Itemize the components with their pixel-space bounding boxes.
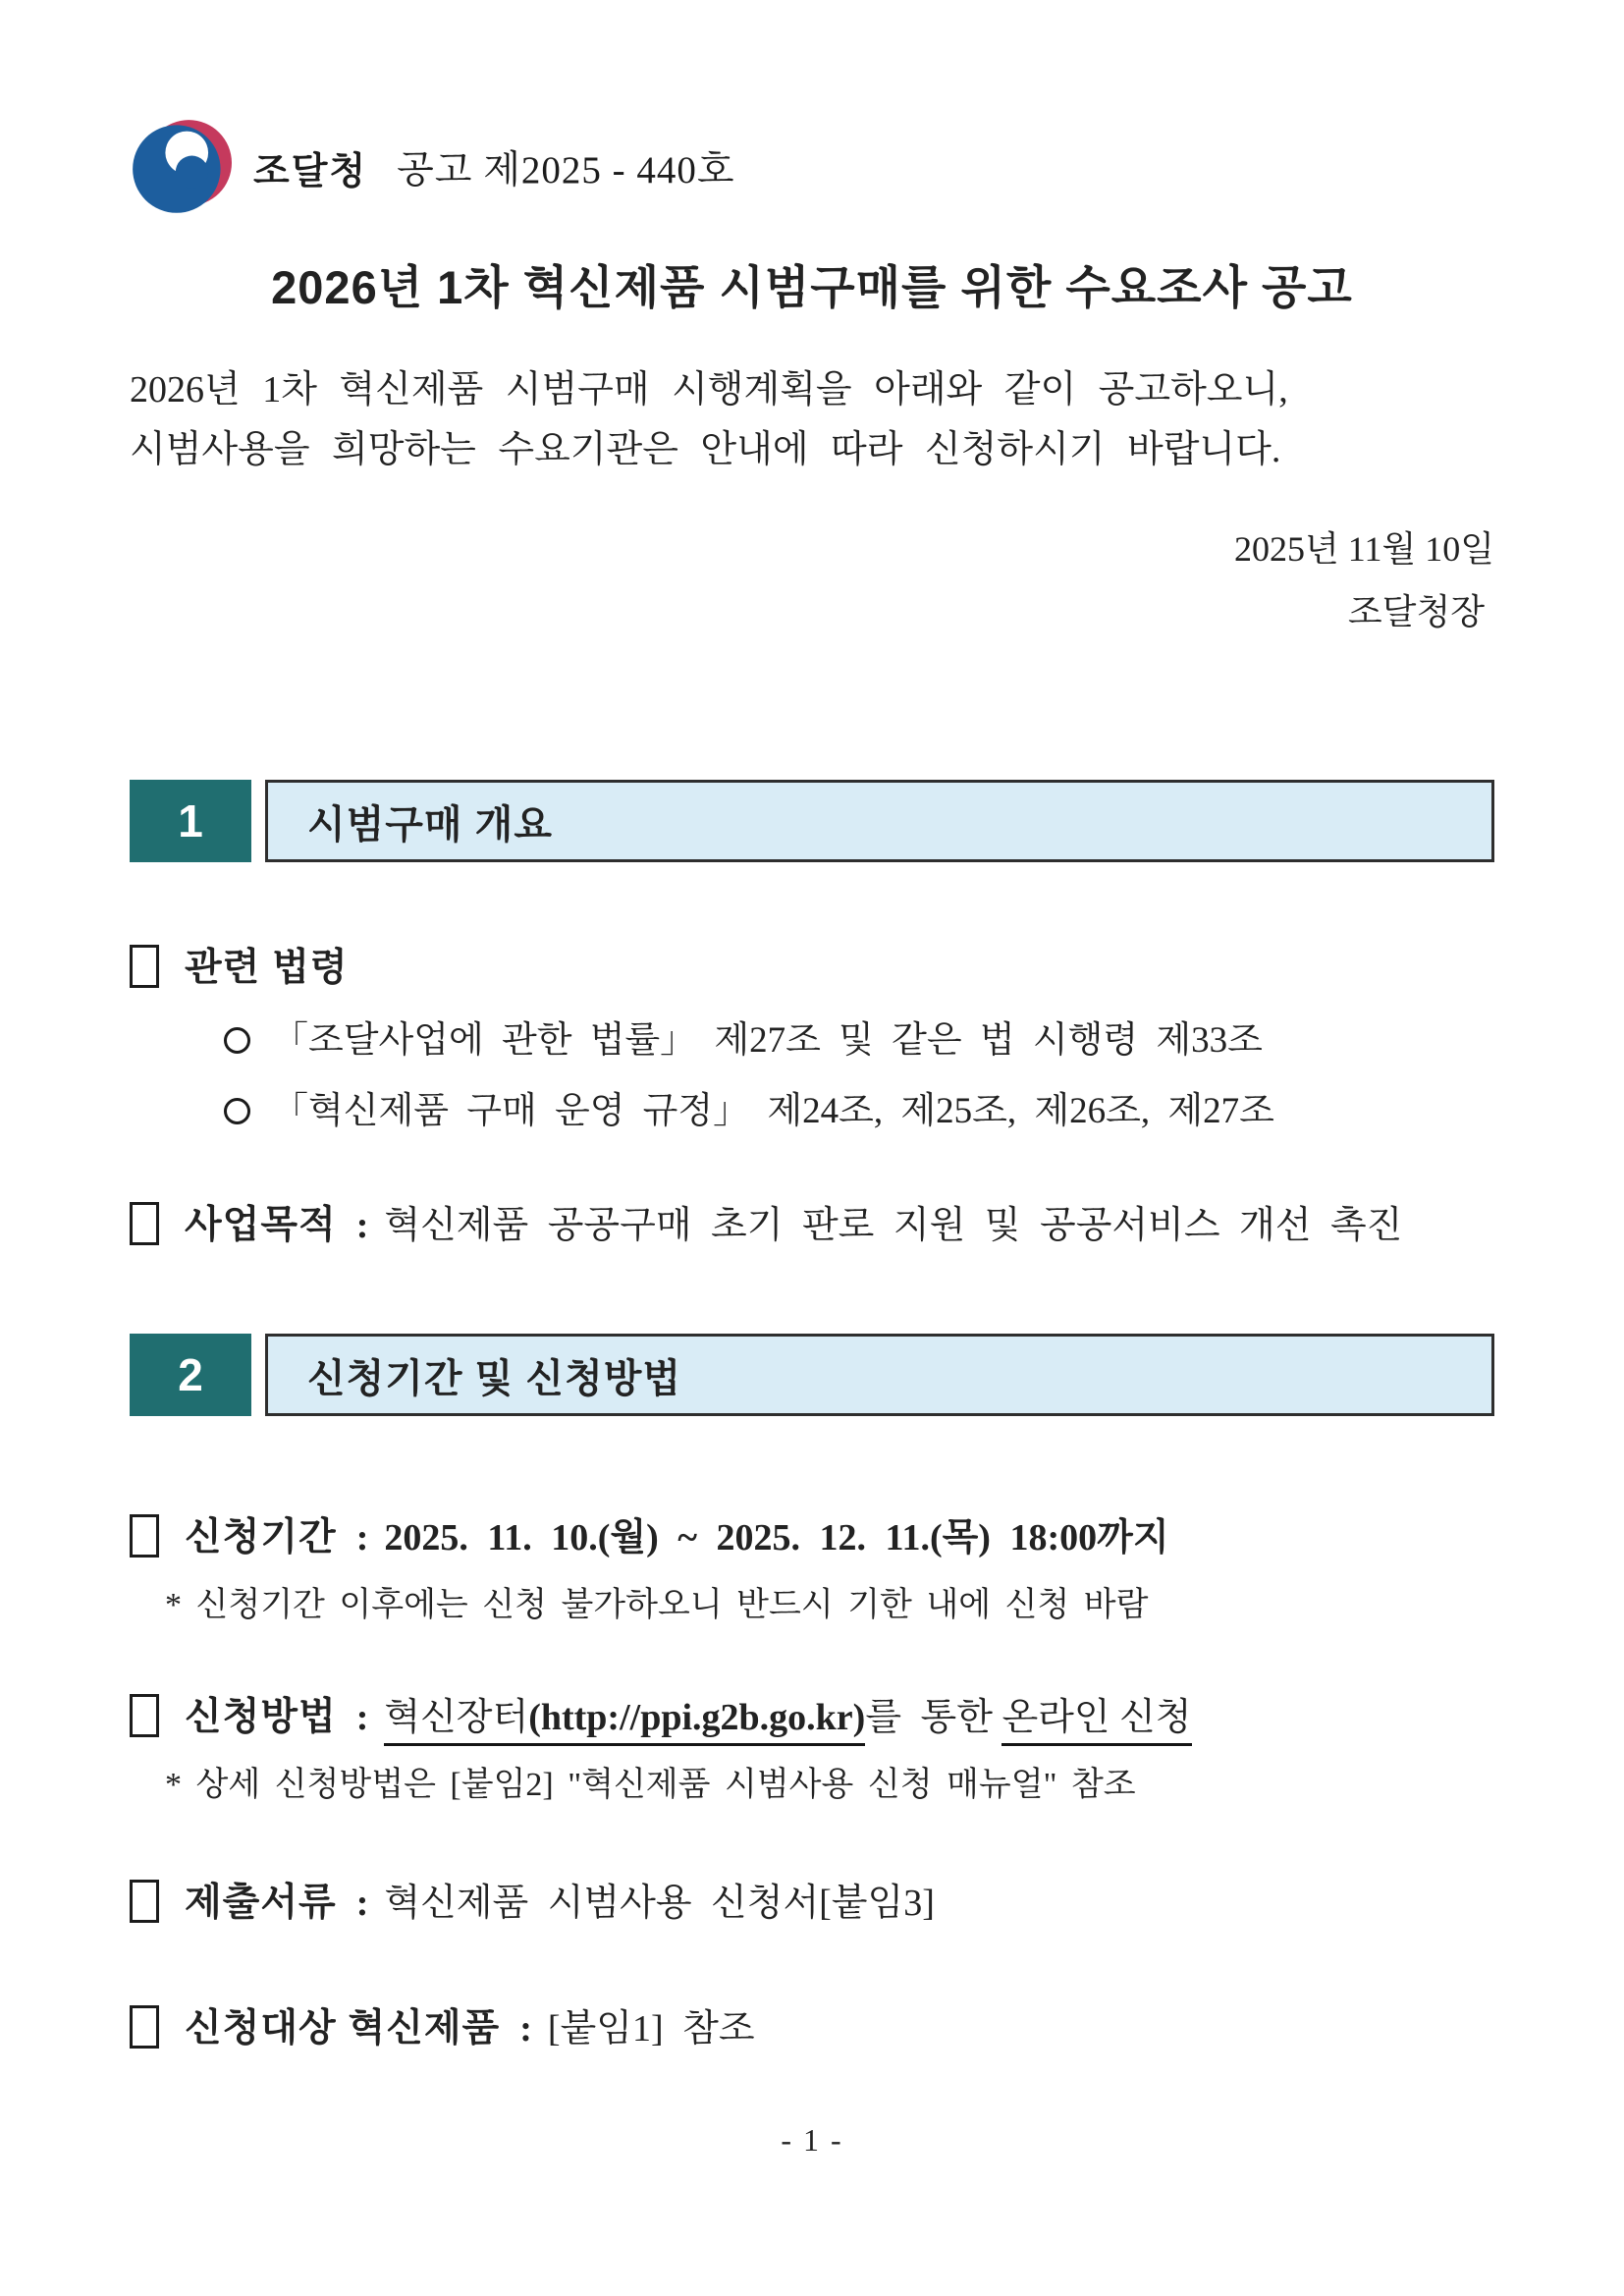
target-products-value: [붙임1] 참조 (547, 2008, 755, 2050)
application-period-item (130, 1506, 1494, 1561)
application-method-note: * 상세 신청방법은 [붙임2] "혁신제품 시범사용 신청 매뉴얼" 참조 (165, 1767, 1136, 1804)
circle-bullet-icon (224, 1098, 250, 1124)
application-period-label: 신청기간 (185, 1516, 337, 1559)
square-bullet-icon (130, 1880, 159, 1923)
section-1-number-badge: 1 (130, 780, 251, 862)
square-bullet-icon (130, 2005, 159, 2049)
section-2-header (130, 1334, 1494, 1416)
intro-line-1: 2026년 1차 혁신제품 시범구매 시행계획을 아래와 같이 공고하오니, (130, 369, 1288, 410)
separator: : (355, 1697, 369, 1739)
section-1-title: 시범구매 개요 (265, 780, 1494, 862)
business-purpose-item (130, 1194, 1494, 1249)
application-period-value: 2025. 11. 10.(월) ~ 2025. 12. 11.(목) 18:00까지 (384, 1517, 1169, 1559)
separator: : (355, 1517, 369, 1559)
marketplace-link-name: 혁신장터 (384, 1697, 529, 1739)
required-documents-item (130, 1872, 1494, 1927)
signer: 조달청장 (1347, 592, 1485, 632)
announcement-date: 2025년 11월 10일 (1234, 528, 1494, 569)
application-method-item (130, 1686, 1494, 1741)
square-bullet-icon (130, 1202, 159, 1245)
section-1-header (130, 780, 1494, 862)
target-products-item (130, 1997, 1494, 2052)
application-method-label: 신청방법 (185, 1696, 337, 1739)
business-purpose-value: 혁신제품 공공구매 초기 판로 지원 및 공공서비스 개선 촉진 (384, 1205, 1403, 1247)
page-title: 2026년 1차 혁신제품 시범구매를 위한 수요조사 공고 (271, 261, 1353, 313)
application-method-middle: 를 통한 (865, 1697, 993, 1739)
page-number: - 1 - (781, 2122, 843, 2158)
related-laws-bullets (224, 1010, 1494, 1133)
doc-number: 공고 제2025 - 440호 (397, 149, 735, 191)
separator: : (519, 2008, 532, 2050)
target-products-label: 신청대상 혁신제품 (185, 2007, 501, 2050)
square-bullet-icon (130, 945, 159, 988)
required-documents-value: 혁신제품 시범사용 신청서[붙임3] (384, 1883, 935, 1925)
online-application-text: 온라인 신청 (1001, 1697, 1191, 1746)
related-laws-item (130, 937, 1494, 992)
agency-name: 조달청 (253, 150, 368, 192)
square-bullet-icon (130, 1694, 159, 1737)
square-bullet-icon (130, 1514, 159, 1558)
law-bullet-2-text: 「혁신제품 구매 운영 규정」 제24조, 제25조, 제26조, 제27조 (272, 1091, 1274, 1132)
intro-paragraph (130, 360, 1494, 480)
date-block (130, 518, 1494, 645)
intro-line-2: 시범사용을 희망하는 수요기관은 안내에 따라 신청하시기 바랍니다. (130, 428, 1281, 470)
application-period-note: * 신청기간 이후에는 신청 불가하오니 반드시 기한 내에 신청 바람 (165, 1587, 1149, 1624)
related-laws-label: 관련 법령 (185, 947, 349, 990)
section-2-number-badge: 2 (130, 1334, 251, 1416)
section-2-title: 신청기간 및 신청방법 (265, 1334, 1494, 1416)
law-bullet-1-text: 「조달사업에 관한 법률」 제27조 및 같은 법 시행령 제33조 (272, 1020, 1263, 1062)
marketplace-link (384, 1697, 865, 1746)
separator: : (355, 1883, 369, 1925)
document-header (130, 116, 1494, 218)
government-emblem-icon (130, 116, 232, 218)
law-bullet-1 (224, 1010, 1494, 1063)
required-documents-label: 제출서류 (185, 1882, 337, 1925)
marketplace-link-url: (http://ppi.g2b.go.kr) (528, 1697, 866, 1739)
business-purpose-label: 사업목적 (185, 1204, 337, 1247)
separator: : (355, 1205, 369, 1247)
law-bullet-2 (224, 1080, 1494, 1133)
circle-bullet-icon (224, 1027, 250, 1054)
